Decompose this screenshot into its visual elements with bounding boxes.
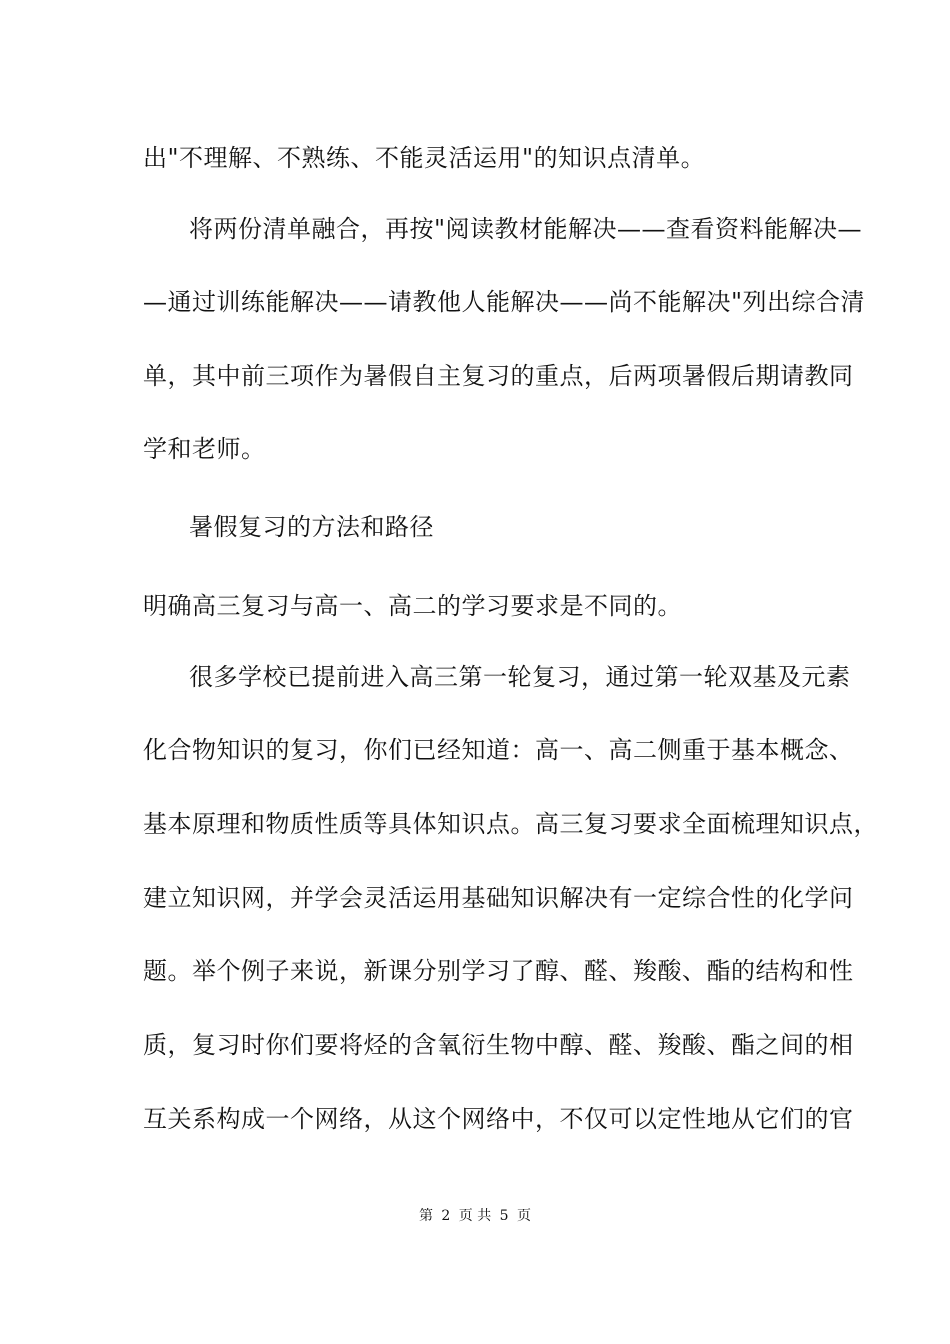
text-line: 学和老师。 [143,435,266,463]
text-line: 单，其中前三项作为暑假自主复习的重点，后两项暑假后期请教同 [143,362,854,390]
text-line: 基本原理和物质性质等具体知识点。高三复习要求全面梳理知识点， [143,810,878,838]
text-line: 出"不理解、不熟练、不能灵活运用"的知识点清单。 [143,144,706,172]
paragraph-start-line: 将两份清单融合，再按"阅读教材能解决——查看资料能解决— [189,215,863,243]
page-footer [0,1207,950,1225]
text-line: 明确高三复习与高一、高二的学习要求是不同的。 [143,592,682,620]
paragraph-start-line: 很多学校已提前进入高三第一轮复习，通过第一轮双基及元素 [189,663,851,691]
text-line: 题。举个例子来说，新课分别学习了醇、醛、羧酸、酯的结构和性 [143,957,854,985]
section-heading: 暑假复习的方法和路径 [189,513,434,541]
footer-middle: 页 共 [458,1208,492,1224]
total-pages-number: 5 [499,1208,509,1224]
text-line: 化合物知识的复习，你们已经知道：高一、高二侧重于基本概念、 [143,736,854,764]
text-line: 互关系构成一个网络，从这个网络中，不仅可以定性地从它们的官 [143,1105,854,1133]
text-line: —通过训练能解决——请教他人能解决——尚不能解决"列出综合清 [143,288,866,316]
current-page-number: 2 [441,1208,451,1224]
text-line: 质，复习时你们要将烃的含氧衍生物中醇、醛、羧酸、酯之间的相 [143,1031,854,1059]
text-line: 建立知识网，并学会灵活运用基础知识解决有一定综合性的化学问 [143,884,854,912]
footer-suffix: 页 [517,1208,532,1224]
footer-prefix: 第 [418,1208,433,1224]
